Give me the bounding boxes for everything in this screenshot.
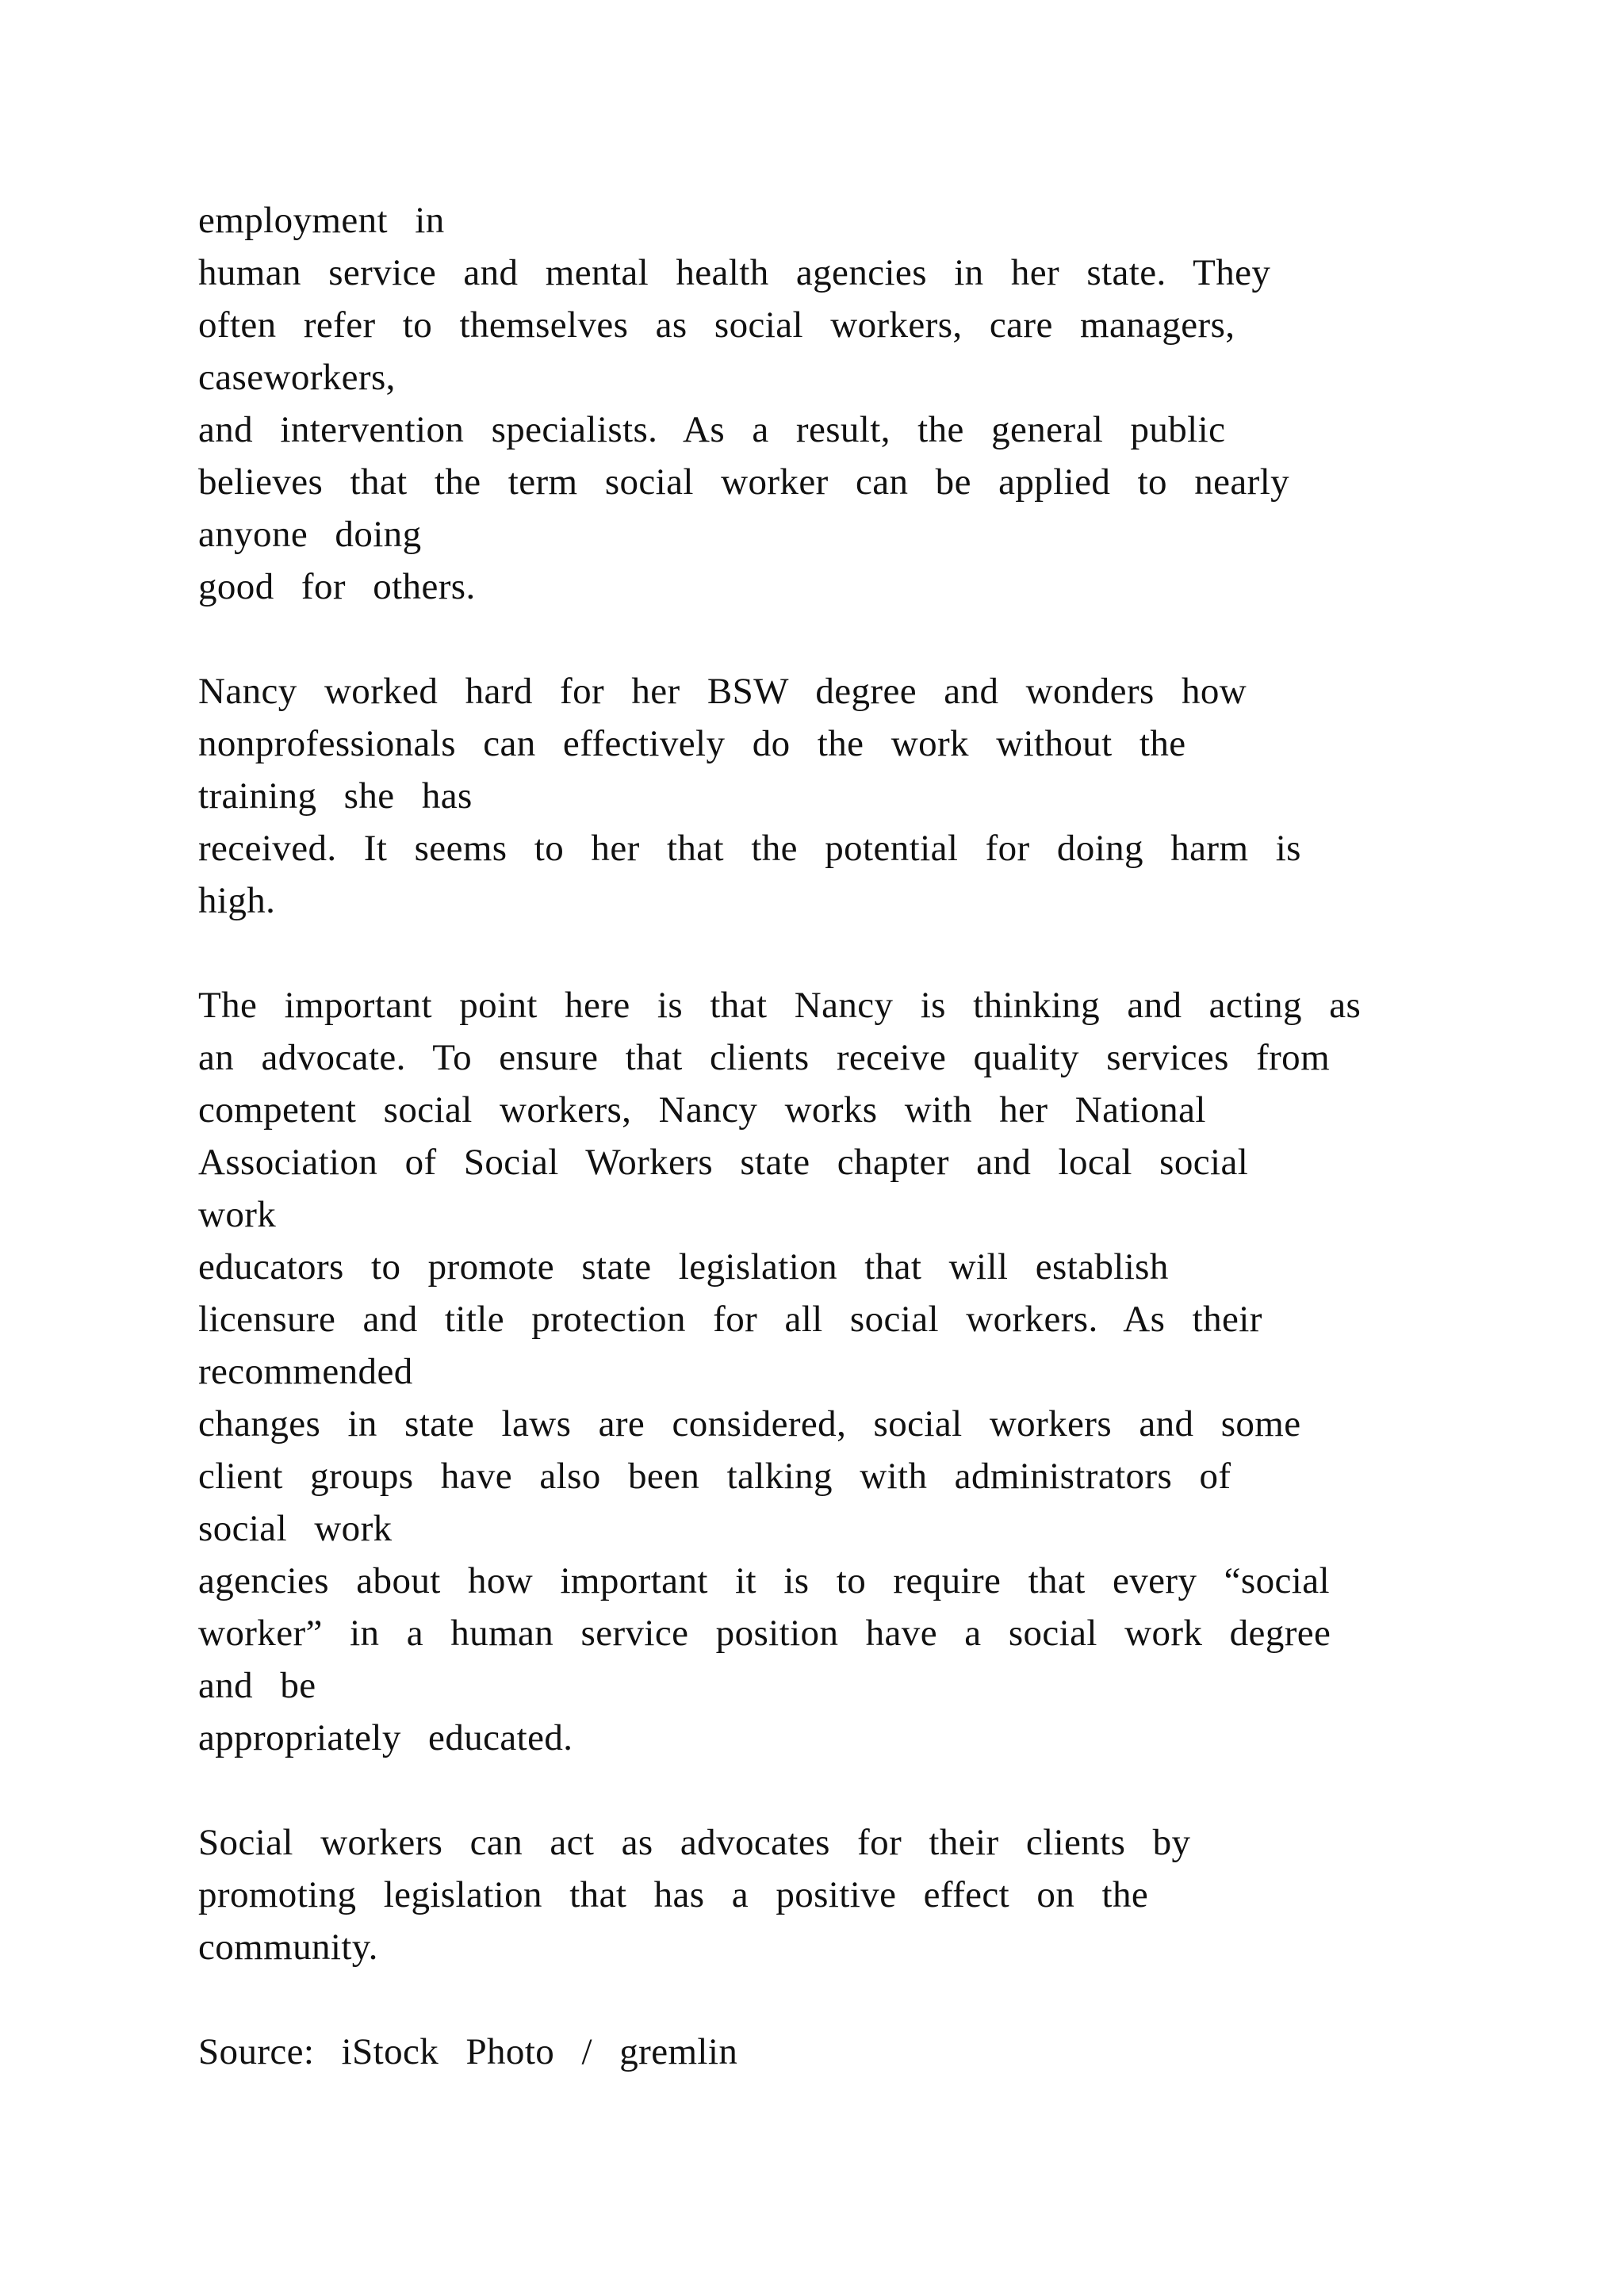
photo-source-credit: Source: iStock Photo / gremlin [198, 2031, 738, 2072]
text-line: anyone doing [198, 514, 422, 555]
paragraph-advocate [198, 979, 1546, 1764]
text-line: human service and mental health agencies in her state. They [198, 252, 1271, 293]
text-line: recommended [198, 1351, 413, 1392]
text-line: and be [198, 1665, 316, 1706]
text-line: good for others. [198, 566, 476, 607]
text-line: received. It seems to her that the potential for doing harm is [198, 828, 1301, 869]
text-line: Association of Social Workers state chapter and local social [198, 1142, 1249, 1183]
paragraph-employment [198, 194, 1546, 613]
paragraph-photo-caption [198, 1816, 1546, 1973]
text-line: high. [198, 880, 276, 921]
text-line: licensure and title protection for all social workers. As their [198, 1299, 1262, 1340]
text-line: The important point here is that Nancy is thinking and acting as [198, 985, 1362, 1026]
paragraph-photo-source [198, 2026, 1546, 2078]
text-line: employment in [198, 200, 445, 241]
text-line: client groups have also been talking with administrators of [198, 1456, 1231, 1497]
text-line: work [198, 1194, 277, 1235]
text-line: agencies about how important it is to require that every “social [198, 1560, 1330, 1601]
text-line: promoting legislation that has a positive effect on the [198, 1874, 1149, 1915]
text-line: an advocate. To ensure that clients receive quality services from [198, 1037, 1331, 1078]
text-line: changes in state laws are considered, social workers and some [198, 1403, 1301, 1445]
text-line: caseworkers, [198, 357, 396, 398]
text-line: Nancy worked hard for her BSW degree and wonders how [198, 671, 1247, 712]
text-line: worker” in a human service position have a social work degree [198, 1613, 1331, 1654]
text-line: competent social workers, Nancy works with her National [198, 1089, 1206, 1131]
text-line: appropriately educated. [198, 1717, 573, 1758]
paragraph-nancy-bsw [198, 665, 1546, 927]
text-line: believes that the term social worker can be applied to nearly [198, 461, 1290, 503]
text-line: Social workers can act as advocates for their clients by [198, 1822, 1191, 1863]
text-line: nonprofessionals can effectively do the work without the [198, 723, 1186, 764]
document-body [198, 194, 1546, 2078]
text-line: educators to promote state legislation that will establish [198, 1246, 1169, 1288]
text-line: often refer to themselves as social workers, care managers, [198, 304, 1235, 346]
text-line: social work [198, 1508, 393, 1549]
text-line: community. [198, 1927, 378, 1968]
text-line: training she has [198, 775, 473, 817]
text-line: and intervention specialists. As a result, the general public [198, 409, 1226, 450]
